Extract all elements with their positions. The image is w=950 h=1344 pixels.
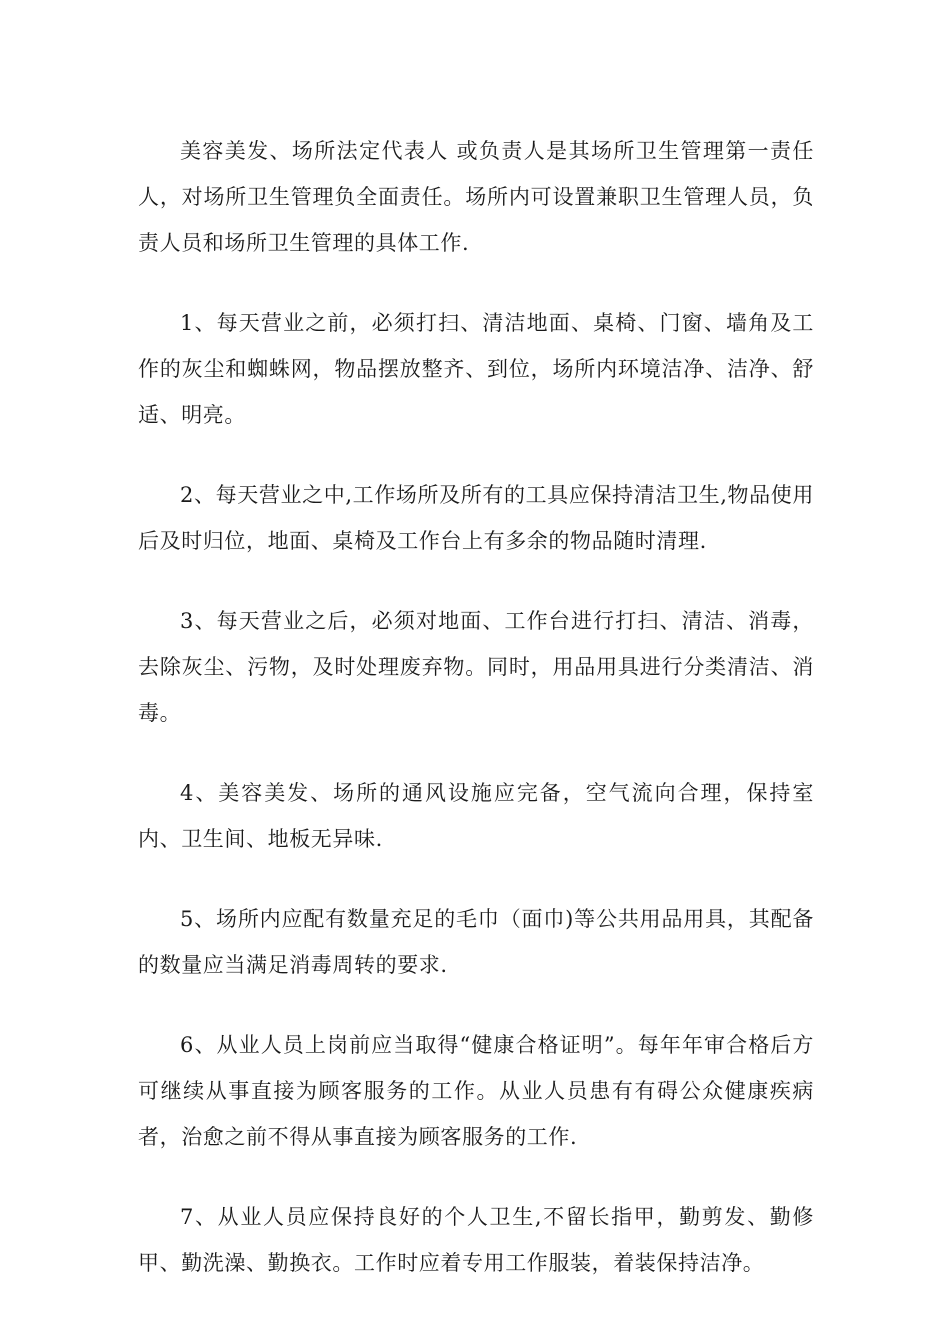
paragraph-intro: 美容美发、场所法定代表人 或负责人是其场所卫生管理第一责任人，对场所卫生管理负全面责任。场所内可设置兼职卫生管理人员，负责人员和场所卫生管理的具体工作. xyxy=(138,139,814,255)
paragraph-item-7: 7、从业人员应保持良好的个人卫生,不留长指甲，勤剪发、勤修甲、勤洗澡、勤换衣。工作时应着专用工作服装，着装保持洁净。 xyxy=(138,1205,814,1275)
document-body xyxy=(138,128,814,1320)
paragraph-item-3: 3、每天营业之后，必须对地面、工作台进行打扫、清洁、消毒，去除灰尘、污物，及时处理废弃物。同时，用品用具进行分类清洁、消毒。 xyxy=(138,609,814,725)
paragraph-item-2: 2、每天营业之中,工作场所及所有的工具应保持清洁卫生,物品使用后及时归位，地面、桌椅及工作台上有多余的物品随时清理. xyxy=(138,483,814,553)
paragraph-item-6: 6、从业人员上岗前应当取得“健康合格证明”。每年年审合格后方可继续从事直接为顾客服务的工作。从业人员患有有碍公众健康疾病者，治愈之前不得从事直接为顾客服务的工作. xyxy=(138,1033,814,1149)
paragraph-item-1: 1、每天营业之前，必须打扫、清洁地面、桌椅、门窗、墙角及工作的灰尘和蜘蛛网，物品摆放整齐、到位，场所内环境洁净、洁净、舒适、明亮。 xyxy=(138,311,814,427)
paragraph-item-4: 4、美容美发、场所的通风设施应完备，空气流向合理，保持室内、卫生间、地板无异味. xyxy=(138,781,814,851)
paragraph-item-5: 5、场所内应配有数量充足的毛巾（面巾)等公共用品用具，其配备的数量应当满足消毒周转的要求. xyxy=(138,907,814,977)
